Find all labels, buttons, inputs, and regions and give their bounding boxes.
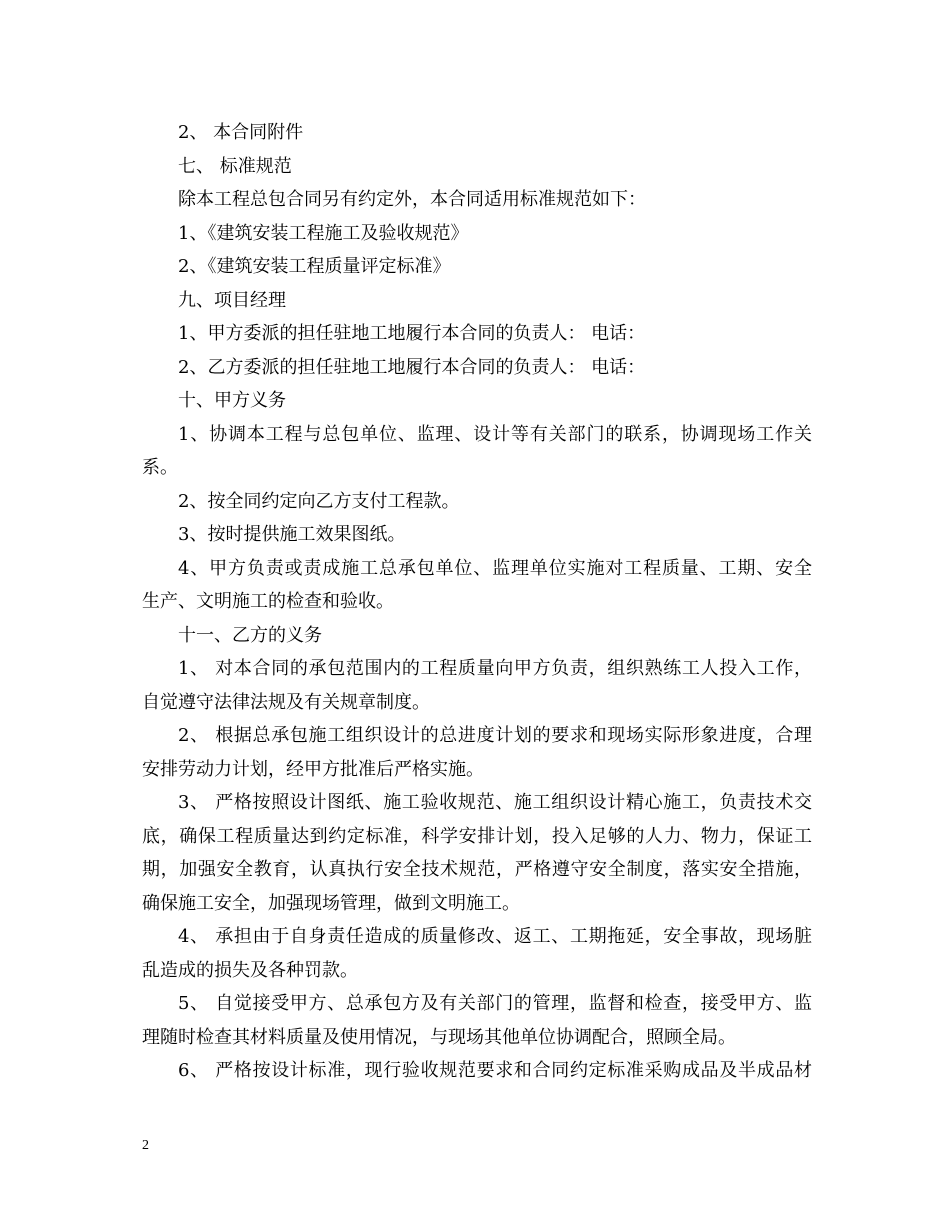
text-line: 2、乙方委派的担任驻地工地履行本合同的负责人： 电话： bbox=[178, 356, 646, 378]
text-line: 乱造成的损失及各种罚款。 bbox=[142, 959, 358, 981]
text-line: 2、《建筑安装工程质量评定标准》 bbox=[178, 256, 451, 277]
text-line: 底，确保工程质量达到约定标准，科学安排计划，投入足够的人力、物力，保证工 bbox=[142, 825, 812, 847]
text-line: 1、甲方委派的担任驻地工地履行本合同的负责人： 电话： bbox=[178, 323, 646, 344]
text-line: 2、 根据总承包施工组织设计的总进度计划的要求和现场实际形象进度，合理 bbox=[178, 725, 812, 746]
section-heading: 十一、乙方的义务 bbox=[178, 624, 322, 646]
section-heading: 九、项目经理 bbox=[178, 289, 286, 311]
document-body bbox=[142, 116, 812, 1088]
text-line: 5、 自觉接受甲方、总承包方及有关部门的管理，监督和检查，接受甲方、监 bbox=[178, 993, 812, 1014]
section-heading: 七、 标准规范 bbox=[178, 155, 292, 177]
section-heading: 十、甲方义务 bbox=[178, 390, 286, 411]
text-line: 确保施工安全，加强现场管理，做到文明施工。 bbox=[142, 892, 520, 914]
text-line: 自觉遵守法律法规及有关规章制度。 bbox=[142, 691, 430, 713]
page-number: 2 bbox=[142, 1138, 149, 1153]
text-line: 生产、文明施工的检查和验收。 bbox=[142, 591, 394, 612]
text-line: 6、 严格按设计标准，现行验收规范要求和合同约定标准采购成品及半成品材 bbox=[178, 1060, 812, 1081]
text-line: 系。 bbox=[142, 457, 178, 478]
text-line: 安排劳动力计划，经甲方批准后严格实施。 bbox=[142, 758, 484, 780]
text-line: 1、 对本合同的承包范围内的工程质量向甲方负责，组织熟练工人投入工作， bbox=[178, 658, 812, 679]
text-line: 3、 严格按照设计图纸、施工验收规范、施工组织设计精心施工，负责技术交 bbox=[178, 792, 812, 813]
text-line: 3、按时提供施工效果图纸。 bbox=[178, 524, 406, 545]
text-line: 4、 承担由于自身责任造成的质量修改、返工、工期拖延，安全事故，现场脏 bbox=[178, 926, 812, 947]
text-line: 1、协调本工程与总包单位、监理、设计等有关部门的联系，协调现场工作关 bbox=[178, 423, 812, 445]
text-line: 4、甲方负责或责成施工总承包单位、监理单位实施对工程质量、工期、安全 bbox=[178, 557, 812, 579]
text-line: 期，加强安全教育，认真执行安全技术规范，严格遵守安全制度，落实安全措施， bbox=[142, 859, 812, 880]
text-line: 2、 本合同附件 bbox=[178, 122, 304, 143]
text-line: 2、按全同约定向乙方支付工程款。 bbox=[178, 490, 460, 512]
text-line: 理随时检查其材料质量及使用情况，与现场其他单位协调配合，照顾全局。 bbox=[142, 1026, 736, 1048]
text-line: 1、《建筑安装工程施工及验收规范》 bbox=[178, 222, 469, 244]
text-line: 除本工程总包合同另有约定外，本合同适用标准规范如下： bbox=[178, 189, 646, 210]
